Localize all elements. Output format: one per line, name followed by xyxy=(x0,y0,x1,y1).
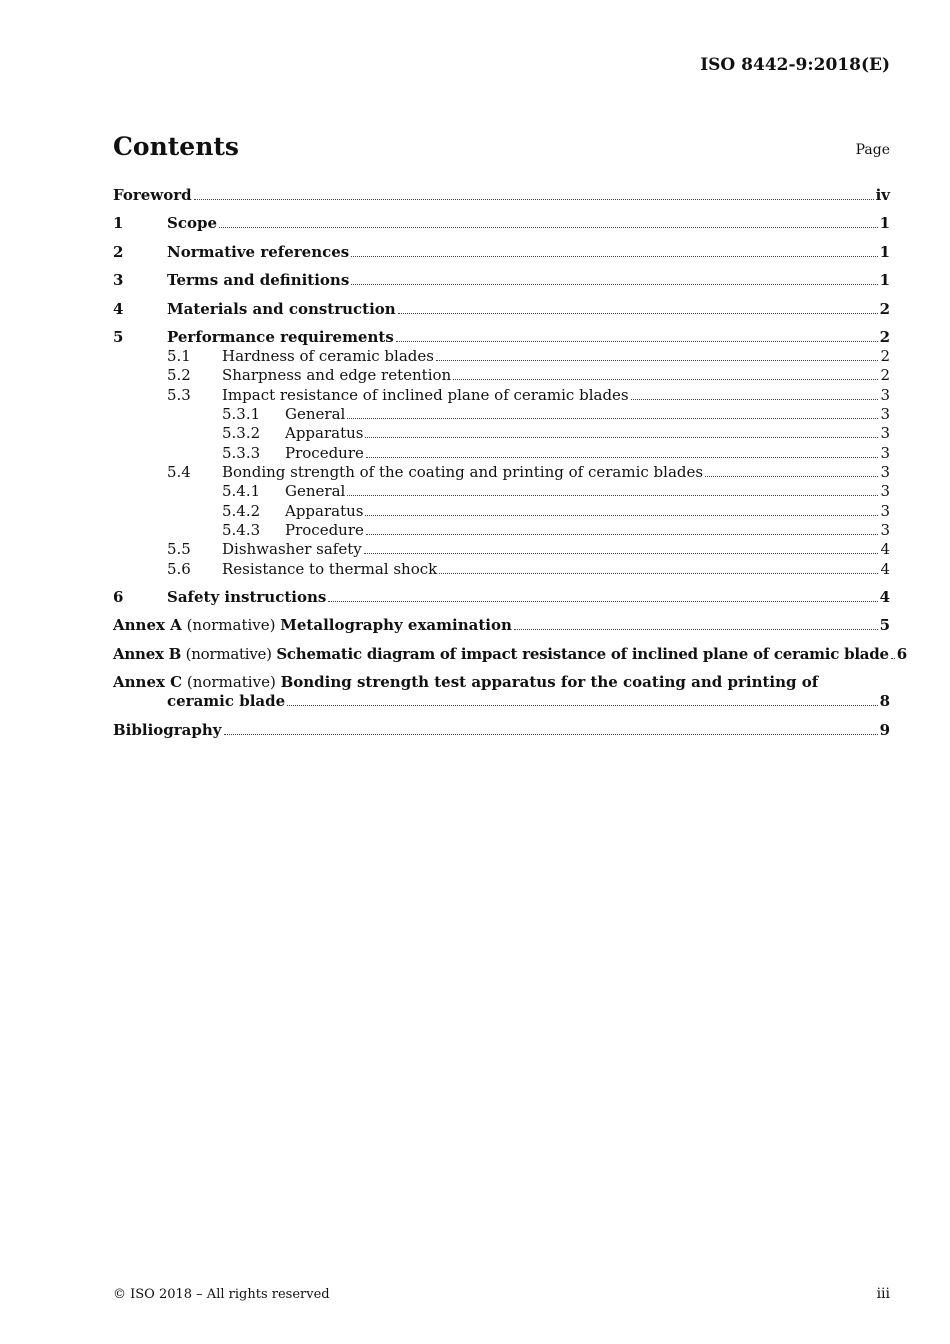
toc-entry-text: Bibliography xyxy=(113,721,222,739)
annex-kind: (normative) xyxy=(186,616,276,634)
toc-entry-text: General xyxy=(285,482,346,500)
toc-entry-text: Materials and construction xyxy=(167,300,396,318)
toc-entry-number: 6 xyxy=(113,588,124,606)
toc-entry-number: 1 xyxy=(113,214,124,232)
toc-entry-text: Procedure xyxy=(285,521,364,539)
document-id: ISO 8442-9:2018(E) xyxy=(700,55,890,75)
dot-leader xyxy=(287,705,877,706)
toc-entry-number: 5.3.1 xyxy=(222,405,261,423)
toc-entry-text: Apparatus xyxy=(285,502,364,520)
dot-leader xyxy=(366,534,879,535)
dot-leader xyxy=(396,341,878,342)
toc-page-number: 3 xyxy=(880,444,890,462)
annex-label: Annex C xyxy=(113,673,183,691)
dot-leader xyxy=(453,379,878,380)
toc-page-number: 2 xyxy=(879,328,890,346)
toc-page-number: 2 xyxy=(880,347,890,365)
dot-leader xyxy=(328,601,877,602)
dot-leader xyxy=(347,495,878,496)
toc-page-number: 3 xyxy=(880,482,890,500)
dot-leader xyxy=(351,284,877,285)
toc-page-number: 3 xyxy=(880,386,890,404)
toc-page-number: 4 xyxy=(880,540,890,558)
toc-entry-number: 5 xyxy=(113,328,124,346)
toc-page-number: 2 xyxy=(880,366,890,384)
toc-entry-text: Apparatus xyxy=(285,424,364,442)
toc-page-number: 3 xyxy=(880,424,890,442)
toc-page-number: 2 xyxy=(879,300,890,318)
contents-title: Contents xyxy=(113,132,240,161)
dot-leader xyxy=(705,476,878,477)
annex-label: Annex A xyxy=(113,616,182,634)
dot-leader xyxy=(347,418,878,419)
toc-entry-number: 4 xyxy=(113,300,124,318)
toc-page-number: 6 xyxy=(896,645,908,663)
toc-entry-number: 5.4.2 xyxy=(222,502,261,520)
toc-page-number: 8 xyxy=(879,692,890,710)
toc-entry-text: General xyxy=(285,405,346,423)
toc-page-number: 4 xyxy=(880,560,890,578)
annex-kind: (normative) xyxy=(185,645,272,663)
annex-title: Bonding strength test apparatus for the coating and printing of xyxy=(280,673,819,691)
toc-page-number: 1 xyxy=(879,243,890,261)
toc-entry-text: Resistance to thermal shock xyxy=(222,560,438,578)
toc-entry-text: Impact resistance of inclined plane of ceramic blades xyxy=(222,386,629,404)
dot-leader xyxy=(366,457,879,458)
dot-leader xyxy=(398,313,878,314)
toc-page-number: 9 xyxy=(879,721,890,739)
toc-page-number: 1 xyxy=(879,271,890,289)
toc-entry-number: 5.5 xyxy=(167,540,191,558)
page-column-label: Page xyxy=(855,142,890,158)
toc-entry-number: 5.3 xyxy=(167,386,191,404)
toc-entry-text: Normative references xyxy=(167,243,350,261)
dot-leader xyxy=(224,734,878,735)
toc-entry-text: Bonding strength of the coating and printing of ceramic blades xyxy=(222,463,704,481)
toc-entry-number: 5.2 xyxy=(167,366,191,384)
dot-leader xyxy=(439,573,878,574)
dot-leader xyxy=(219,227,878,228)
toc-page-number: iv xyxy=(875,186,890,204)
annex-kind: (normative) xyxy=(186,673,276,691)
dot-leader xyxy=(514,629,878,630)
toc-page-number: 3 xyxy=(880,502,890,520)
toc-entry-number: 5.6 xyxy=(167,560,191,578)
toc-entry-number: 5.4.1 xyxy=(222,482,261,500)
page-number: iii xyxy=(876,1286,890,1302)
toc-page-number: 3 xyxy=(880,405,890,423)
toc-entry-text: Sharpness and edge retention xyxy=(222,366,452,384)
annex-title: Schematic diagram of impact resistance of inclined plane of ceramic blade xyxy=(276,645,889,663)
dot-leader xyxy=(631,399,879,400)
toc-entry-text: Scope xyxy=(167,214,218,232)
annex-label: Annex B xyxy=(113,645,182,663)
toc-annex-c-line1[interactable] xyxy=(113,673,818,692)
dot-leader xyxy=(351,256,877,257)
dot-leader xyxy=(436,360,879,361)
toc-entry-number: 3 xyxy=(113,271,124,289)
toc-entry-number: 5.4.3 xyxy=(222,521,261,539)
toc-entry-text: Terms and definitions xyxy=(167,271,350,289)
dot-leader xyxy=(194,199,874,200)
toc-entry-text: Safety instructions xyxy=(167,588,327,606)
toc-entry-text: Dishwasher safety xyxy=(222,540,362,558)
toc-page-number: 5 xyxy=(879,616,890,634)
toc-entry-text: Hardness of ceramic blades xyxy=(222,347,434,365)
toc-entry-number: 5.3.3 xyxy=(222,444,261,462)
annex-title: Metallography examination xyxy=(280,616,512,634)
toc-entry-number: 5.4 xyxy=(167,463,191,481)
toc-entry-number: 5.3.2 xyxy=(222,424,261,442)
toc-entry-text: Performance requirements xyxy=(167,328,394,346)
dot-leader xyxy=(365,437,878,438)
dot-leader xyxy=(891,658,895,659)
toc-page-number: 1 xyxy=(879,214,890,232)
toc-entry-number: 5.1 xyxy=(167,347,191,365)
dot-leader xyxy=(364,553,879,554)
dot-leader xyxy=(365,515,878,516)
toc-page-number: 3 xyxy=(880,521,890,539)
toc-page-number: 4 xyxy=(879,588,890,606)
toc-page-number: 3 xyxy=(880,463,890,481)
annex-title-continued: ceramic blade xyxy=(167,692,286,710)
toc-entry-text: Foreword xyxy=(113,186,192,204)
copyright-notice: © ISO 2018 – All rights reserved xyxy=(113,1287,330,1302)
toc-entry-number: 2 xyxy=(113,243,124,261)
toc-entry-text: Procedure xyxy=(285,444,364,462)
